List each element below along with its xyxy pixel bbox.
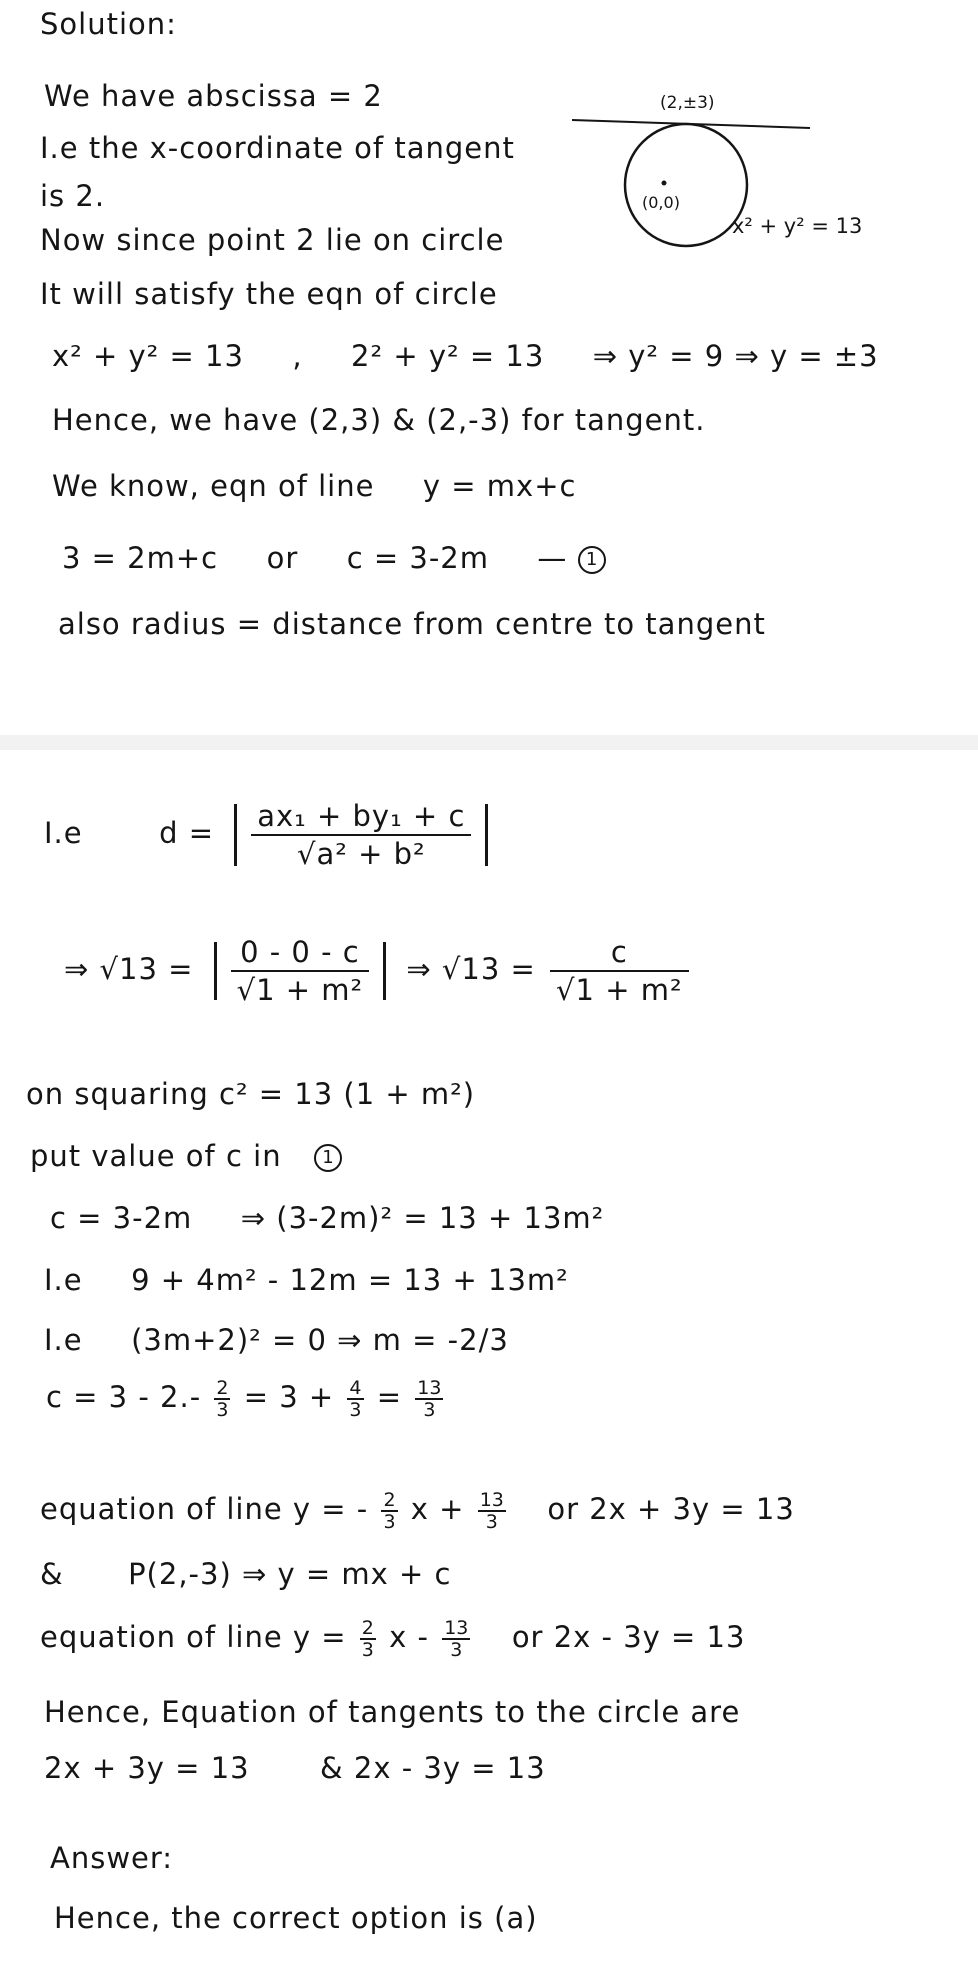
- fraction-denominator: 3: [423, 1399, 436, 1421]
- tangent-equation-1: 2x + 3y = 13: [44, 1751, 250, 1785]
- circle-equation: x² + y² = 13: [52, 339, 244, 373]
- text-line: [30, 1138, 342, 1174]
- abs-bar-left: [234, 804, 237, 866]
- equation-fragment: x +: [410, 1492, 465, 1526]
- fraction-denominator: 3: [361, 1639, 374, 1661]
- fraction-numerator: 2: [361, 1617, 374, 1639]
- equation-fragment: c = 3 - 2.-: [46, 1380, 202, 1414]
- text-fragment: We know, eqn of line: [52, 469, 375, 503]
- centre-label: (0,0): [642, 193, 680, 212]
- text-fragment: put value of c in: [30, 1139, 282, 1173]
- centre-point: [662, 181, 667, 186]
- equation-line: [50, 1200, 604, 1236]
- equation-fragment: x -: [389, 1620, 429, 1654]
- fraction-numerator: 0 - 0 - c: [231, 934, 370, 972]
- fraction-numerator: ax₁ + by₁ + c: [251, 798, 471, 836]
- equation-fragment: ⇒ √13 =: [64, 952, 194, 986]
- distance-formula-line: [44, 798, 498, 872]
- simplified-fraction: [550, 934, 689, 1008]
- distance-symbol: d =: [159, 816, 214, 850]
- label-ie: I.e: [44, 1263, 83, 1297]
- equation-fragment: P(2,-3) ⇒ y = mx + c: [128, 1557, 452, 1591]
- substituted-equation: 2² + y² = 13: [351, 339, 545, 373]
- equation-line: [52, 468, 576, 504]
- equation-fragment: c = 3-2m: [346, 541, 489, 575]
- abs-bar-left: [214, 942, 217, 1000]
- equation-number-marker: 1: [578, 546, 606, 574]
- tangent-equation-2: & 2x - 3y = 13: [320, 1751, 546, 1785]
- text-line: Now since point 2 lie on circle: [40, 223, 505, 257]
- fraction-numerator: 2: [216, 1377, 229, 1399]
- equation-fragment: or 2x - 3y = 13: [511, 1620, 746, 1654]
- equation-line: [52, 338, 879, 374]
- small-fraction: [360, 1618, 376, 1660]
- answer-heading: Answer:: [50, 1841, 174, 1875]
- equation-fragment: equation of line y = -: [40, 1492, 369, 1526]
- equation-fragment: or 2x + 3y = 13: [547, 1492, 795, 1526]
- equation-line: [40, 1490, 795, 1532]
- text-line: Hence, Equation of tangents to the circle are: [44, 1695, 741, 1729]
- small-fraction: [214, 1378, 230, 1420]
- small-fraction: [478, 1490, 506, 1532]
- fraction-denominator: 3: [383, 1511, 396, 1533]
- text-line: We have abscissa = 2: [44, 79, 383, 113]
- equation-line: [62, 540, 606, 576]
- circle-tangent-diagram: [560, 78, 890, 278]
- answer-text: Hence, the correct option is (a): [54, 1901, 538, 1935]
- solution-page-1: [0, 0, 978, 735]
- fraction-denominator: 3: [349, 1399, 362, 1421]
- text-line: on squaring c² = 13 (1 + m²): [26, 1077, 476, 1111]
- equation-fragment: equation of line y =: [40, 1620, 347, 1654]
- separator-comma: ,: [292, 339, 303, 373]
- equation-line: [44, 1262, 569, 1298]
- fraction-denominator: 3: [216, 1399, 229, 1421]
- line-equation: y = mx+c: [422, 469, 577, 503]
- equation-fragment: (3m+2)² = 0 ⇒ m = -2/3: [131, 1323, 509, 1357]
- equation-line: [44, 1322, 509, 1358]
- equation-line: [40, 1556, 452, 1592]
- equation-fragment: =: [376, 1380, 403, 1414]
- fraction-denominator: √1 + m²: [236, 973, 364, 1007]
- small-fraction: [381, 1490, 397, 1532]
- equation-fragment: ⇒ (3-2m)² = 13 + 13m²: [240, 1201, 605, 1235]
- equation-fragment: ⇒ √13 =: [406, 952, 536, 986]
- dash: —: [537, 541, 568, 575]
- small-fraction: [347, 1378, 363, 1420]
- equation-number-marker: 1: [314, 1144, 342, 1172]
- fraction-numerator: 13: [417, 1377, 442, 1399]
- solution-page-2: [0, 750, 978, 1983]
- distance-fraction: [251, 798, 471, 872]
- text-line: is 2.: [40, 179, 106, 213]
- abs-bar-right: [383, 942, 386, 1000]
- fraction-denominator: √a² + b²: [296, 837, 426, 871]
- fraction-numerator: 13: [479, 1489, 504, 1511]
- small-fraction: [415, 1378, 443, 1420]
- circle-outline: [625, 124, 747, 246]
- radius-equation-line: [64, 934, 693, 1008]
- radius-fraction: [231, 934, 370, 1008]
- text-line: Hence, we have (2,3) & (2,-3) for tangent.: [52, 403, 706, 437]
- label-ie: I.e: [44, 816, 83, 850]
- label-ie: I.e: [44, 1323, 83, 1357]
- fraction-numerator: c: [550, 934, 689, 972]
- equation-line: [40, 1618, 745, 1660]
- text-fragment: or: [266, 541, 299, 575]
- point-label: (2,±3): [660, 93, 715, 113]
- circle-equation-label: x² + y² = 13: [732, 214, 863, 238]
- solution-heading: Solution:: [40, 7, 177, 41]
- fraction-denominator: 3: [450, 1639, 463, 1661]
- text-line: also radius = distance from centre to tangent: [58, 607, 766, 641]
- ampersand: &: [40, 1557, 64, 1591]
- text-line: I.e the x-coordinate of tangent: [40, 131, 515, 165]
- equation-fragment: 3 = 2m+c: [62, 541, 219, 575]
- fraction-denominator: √1 + m²: [556, 973, 683, 1007]
- equation-fragment: = 3 +: [243, 1380, 335, 1414]
- result-equation: ⇒ y² = 9 ⇒ y = ±3: [592, 339, 879, 373]
- equation-line: [44, 1750, 546, 1786]
- abs-bar-right: [485, 804, 488, 866]
- equation-fragment: 9 + 4m² - 12m = 13 + 13m²: [131, 1263, 569, 1297]
- fraction-numerator: 13: [444, 1617, 469, 1639]
- equation-fragment: c = 3-2m: [50, 1201, 193, 1235]
- small-fraction: [442, 1618, 470, 1660]
- equation-line: [46, 1378, 446, 1420]
- fraction-denominator: 3: [485, 1511, 498, 1533]
- text-line: It will satisfy the eqn of circle: [40, 277, 498, 311]
- fraction-numerator: 2: [383, 1489, 396, 1511]
- fraction-numerator: 4: [349, 1377, 362, 1399]
